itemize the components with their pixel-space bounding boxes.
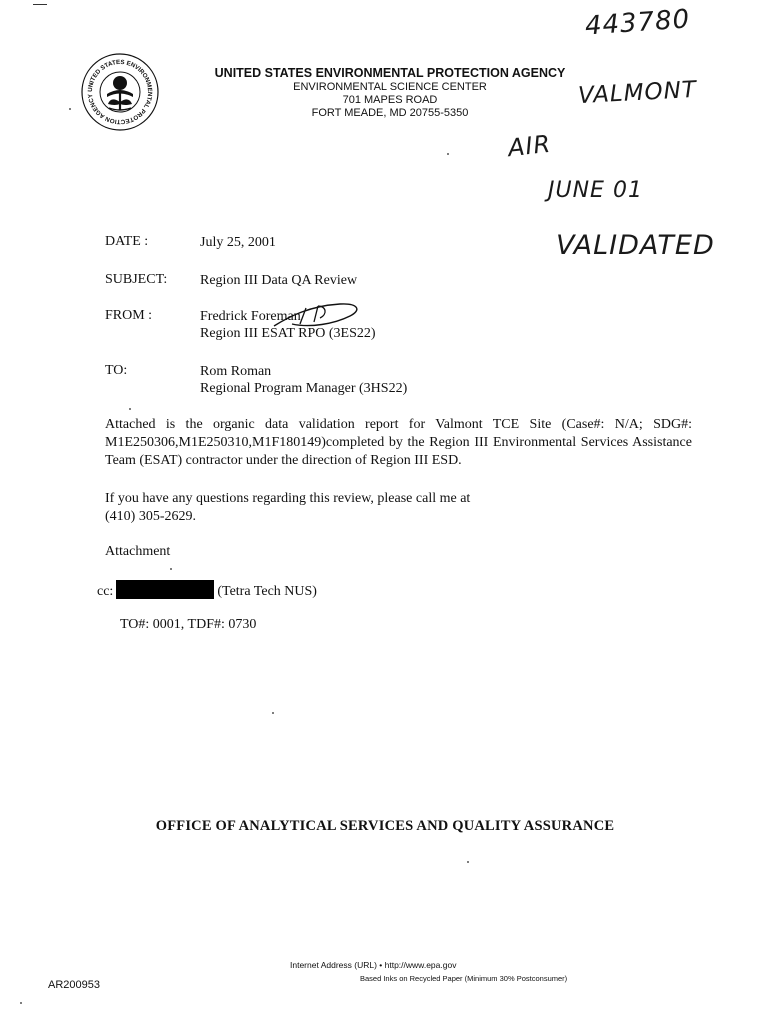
contact-paragraph bbox=[105, 490, 525, 526]
document-id: AR200953 bbox=[48, 979, 100, 991]
center-name: ENVIRONMENTAL SCIENCE CENTER bbox=[293, 81, 487, 93]
from-name: Fredrick Foreman bbox=[200, 309, 301, 324]
handwritten-site-name: VALMONT bbox=[577, 76, 698, 110]
cc-line bbox=[97, 580, 317, 600]
contact-phone: (410) 305-2629. bbox=[105, 509, 196, 524]
handwritten-media: AIR bbox=[506, 129, 553, 163]
body-paragraph: Attached is the organic data validation report for Valmont TCE Site (Case#: N/A; SDG#: M1E250306,M1E250310,M1F180149)completed by the Region III Environmental Services Assistance Team (ESAT) contractor under the direction of Region III ESD. bbox=[105, 417, 692, 468]
handwritten-doc-number: 443780 bbox=[584, 4, 692, 42]
agency-name: UNITED STATES ENVIRONMENTAL PROTECTION AGENCY bbox=[214, 66, 566, 80]
scan-speck bbox=[467, 861, 469, 863]
from-label: FROM : bbox=[105, 308, 153, 323]
scan-speck bbox=[447, 153, 449, 155]
footer-url: Internet Address (URL) • http://www.epa.gov bbox=[290, 960, 457, 970]
date-label: DATE : bbox=[105, 234, 149, 249]
to-title: Regional Program Manager (3HS22) bbox=[200, 381, 408, 396]
scan-speck bbox=[129, 408, 131, 410]
attachment-label: Attachment bbox=[105, 544, 171, 559]
date-value: July 25, 2001 bbox=[200, 235, 276, 250]
agency-address-block bbox=[190, 66, 590, 120]
footer-recycled-note: Based Inks on Recycled Paper (Minimum 30% Postconsumer) bbox=[360, 974, 568, 983]
street-address: 701 MAPES ROAD bbox=[342, 94, 438, 106]
scan-speck bbox=[170, 568, 172, 570]
signature-initials bbox=[270, 298, 365, 334]
epa-seal-logo bbox=[80, 52, 160, 132]
scan-speck bbox=[69, 108, 71, 110]
from-title: Region III ESAT RPO (3ES22) bbox=[200, 326, 376, 341]
handwritten-month: JUNE 01 bbox=[548, 178, 643, 203]
cc-organization: (Tetra Tech NUS) bbox=[217, 584, 317, 599]
scan-speck bbox=[272, 712, 274, 714]
corner-mark bbox=[33, 4, 47, 5]
to-name: Rom Roman bbox=[200, 364, 272, 379]
scan-speck bbox=[20, 1002, 22, 1004]
handwritten-status: VALIDATED bbox=[556, 230, 715, 261]
office-title: OFFICE OF ANALYTICAL SERVICES AND QUALITY ASSURANCE bbox=[155, 818, 615, 834]
to-tdf-numbers: TO#: 0001, TDF#: 0730 bbox=[120, 617, 257, 632]
svg-text:UNITED STATES ENVIRONMENTAL PR: UNITED STATES ENVIRONMENTAL PROTECTION AGENCY bbox=[86, 58, 154, 126]
redaction-box bbox=[116, 580, 214, 599]
city-address: FORT MEADE, MD 20755-5350 bbox=[311, 107, 469, 119]
to-label: TO: bbox=[105, 363, 128, 378]
subject-value: Region III Data QA Review bbox=[200, 273, 358, 288]
subject-label: SUBJECT: bbox=[105, 272, 168, 287]
contact-line: If you have any questions regarding this review, please call me at bbox=[105, 491, 471, 506]
to-block bbox=[200, 363, 407, 397]
cc-label: cc: bbox=[97, 584, 114, 599]
